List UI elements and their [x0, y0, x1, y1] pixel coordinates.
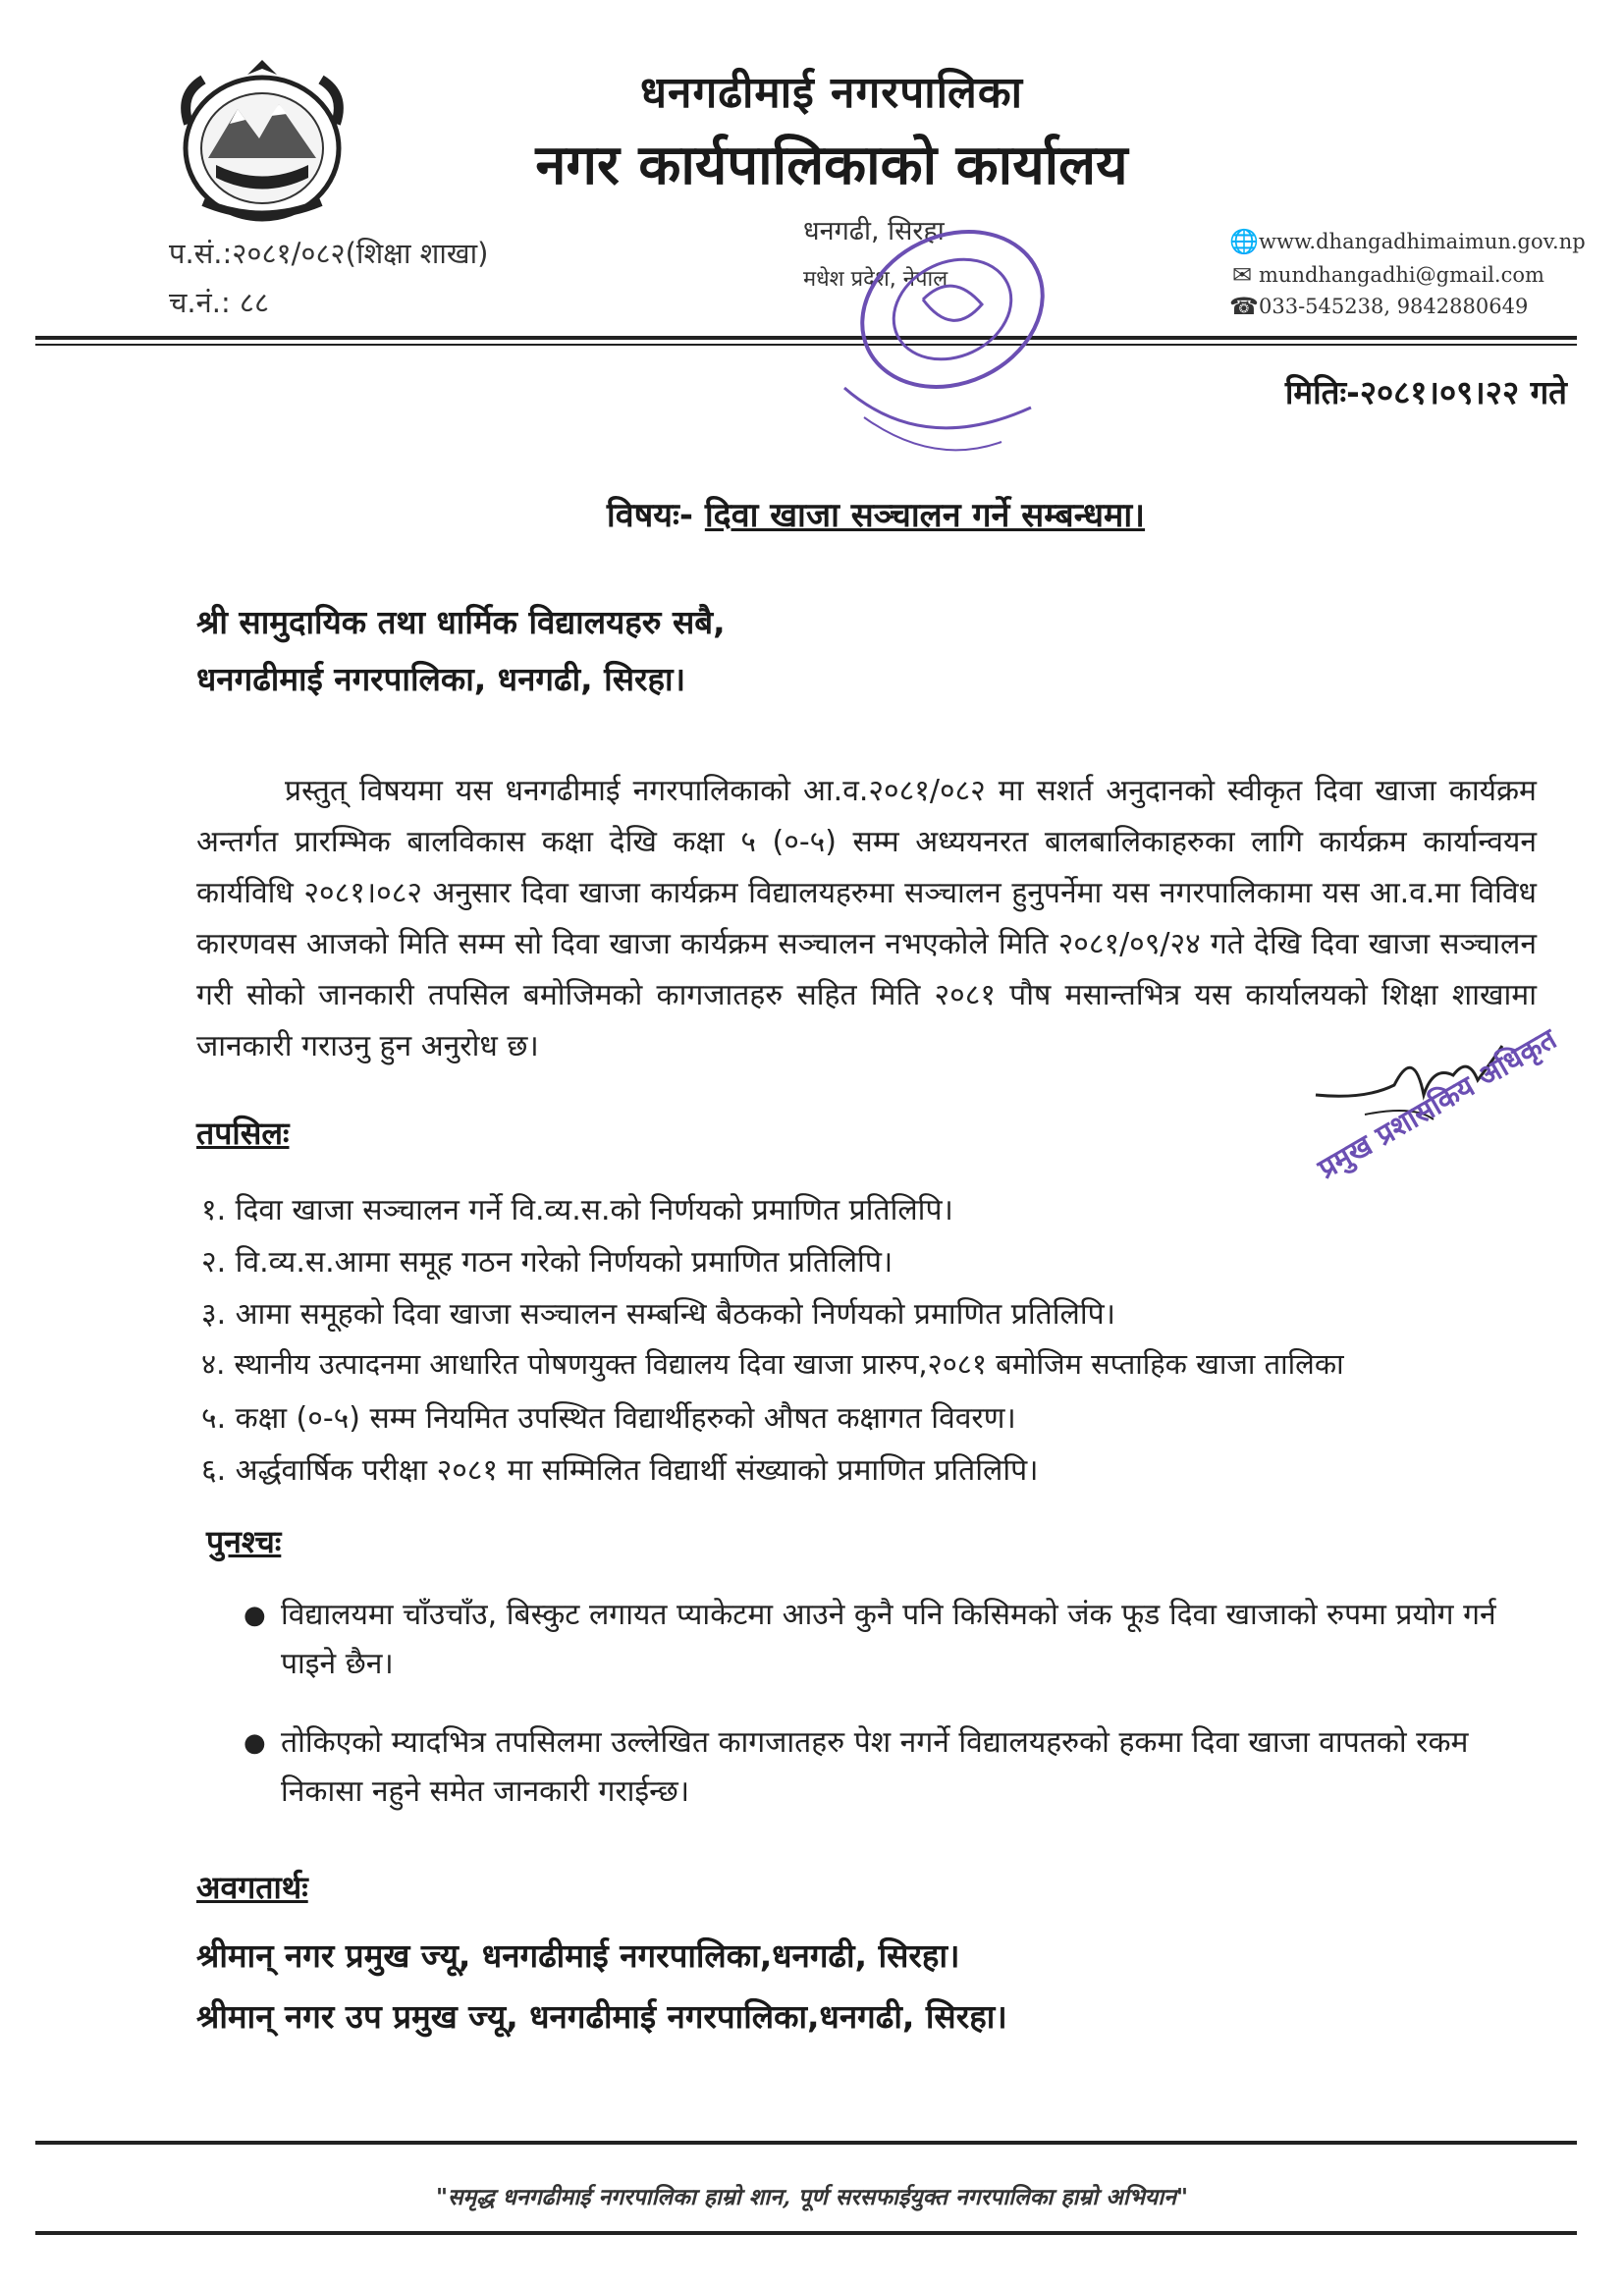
punascha-bullet [244, 1718, 1559, 1817]
addressee-line-2: धनगढीमाई नगरपालिका, धनगढी, सिरहा। [196, 660, 686, 698]
subject-line [0, 491, 1624, 536]
signatory-designation: प्रमुख प्रशासकिय अधिकृत [1312, 1021, 1562, 1186]
addressee-line-1: श्री सामुदायिक तथा धार्मिक विद्यालयहरु सबै, [196, 603, 726, 641]
email-text: mundhangadhi@gmail.com [1259, 263, 1544, 287]
bullet-dot-icon: ● [244, 1601, 266, 1630]
tapsil-item: ६. अर्द्धवार्षिक परीक्षा २०८१ मा सम्मिलित विद्यार्थी संख्याको प्रमाणित प्रतिलिपि। [201, 1453, 1039, 1488]
phone-text: 033-545238, 9842880649 [1259, 295, 1529, 318]
globe-icon: 🌐 [1229, 228, 1259, 255]
cc-line: श्रीमान् नगर प्रमुख ज्यू, धनगढीमाई नगरपालिका,धनगढी, सिरहा। [196, 1936, 960, 1975]
phone-icon: ☎ [1229, 293, 1259, 320]
email-icon: ✉ [1231, 261, 1253, 289]
bullet-text: तोकिएको म्यादभित्र तपसिलमा उल्लेखित कागजातहरु पेश नगर्ने विद्यालयहरुको हकमा दिवा खाजा वापतको रकम निकासा नहुने समेत जानकारी गराईन्छ। [281, 1725, 1469, 1809]
punascha-heading: पुनश्चः [206, 1523, 282, 1560]
footer-rule-bottom [35, 2231, 1577, 2235]
tapsil-heading: तपसिलः [196, 1115, 290, 1152]
phone-row [1229, 293, 1528, 320]
reference-number: प.सं.:२०८१/०८२(शिक्षा शाखा) [169, 237, 489, 270]
office-stamp-icon [805, 211, 1090, 466]
website-text: www.dhangadhimaimun.gov.np [1259, 230, 1586, 253]
bullet-dot-icon: ● [244, 1728, 266, 1758]
bullet-text: विद्यालयमा चाँउचाँउ, बिस्कुट लगायत प्याकेटमा आउने कुनै पनि किसिमको जंक फूड दिवा खाजाको रुपमा प्रयोग गर्न पाइने छैन। [281, 1598, 1496, 1681]
address-line-1: धनगढी, सिरहा [803, 216, 945, 246]
cc-line: श्रीमान् नगर उप प्रमुख ज्यू, धनगढीमाई नगरपालिका,धनगढी, सिरहा। [196, 1997, 1007, 2036]
footer-rule-top [35, 2141, 1577, 2145]
tapsil-item: २. वि.व्य.स.आमा समूह गठन गरेको निर्णयको प्रमाणित प्रतिलिपि। [201, 1245, 893, 1280]
subject-text: दिवा खाजा सञ्चालन गर्ने सम्बन्धमा। [704, 496, 1146, 535]
tapsil-item: ३. आमा समूहको दिवा खाजा सञ्चालन सम्बन्धि बैठकको निर्णयको प्रमाणित प्रतिलिपि। [201, 1297, 1116, 1332]
email-row [1229, 261, 1544, 289]
website-row [1229, 228, 1586, 255]
subject-label: विषयः- [606, 496, 693, 535]
org-name: धनगढीमाई नगरपालिका [639, 68, 1024, 118]
tapsil-item: ५. कक्षा (०-५) सम्म नियमित उपस्थित विद्यार्थीहरुको औषत कक्षागत विवरण। [201, 1401, 1016, 1436]
address-line-2: मधेश प्रदेश, नेपाल [803, 267, 948, 292]
tapsil-item: १. दिवा खाजा सञ्चालन गर्ने वि.व्य.स.को निर्णयको प्रमाणित प्रतिलिपि। [201, 1193, 953, 1227]
office-name: नगर कार्यपालिकाको कार्यालय [535, 134, 1128, 197]
cc-heading: अवगतार्थः [196, 1869, 308, 1906]
punascha-bullet [244, 1591, 1559, 1689]
footer-slogan: "समृद्ध धनगढीमाई नगरपालिका हाम्रो शान, पूर्ण सरसफाईयुक्त नगरपालिका हाम्रो अभियान" [436, 2184, 1188, 2210]
body-paragraph: प्रस्तुत् विषयमा यस धनगढीमाई नगरपालिकाको आ.व.२०८१/०८२ मा सशर्त अनुदानको स्वीकृत दिवा खाजा कार्यक्रम अन्तर्गत प्रारम्भिक बालविकास कक्षा देखि कक्षा ५ (०-५) सम्म अध्ययनरत बालबालिकाहरुका लागि कार्यक्रम कार्यान्वयन कार्यविधि २०८१।०८२ अनुसार दिवा खाजा कार्यक्रम विद्यालयहरुमा सञ्चालन हुनुपर्नेमा यस नगरपालिकामा यस आ.व.मा विविध कारणवस आजको मिति सम्म सो दिवा खाजा कार्यक्रम सञ्चालन नभएकोले मिति २०८१/०९/२४ गते देखि दिवा खाजा सञ्चालन गरी सोको जानकारी तपसिल बमोजिमको कागजातहरु सहित मिति २०८१ पौष मसान्तभित्र यस कार्यालयको शिक्षा शाखामा जानकारी गराउनु हुन अनुरोध छ। [196, 774, 1537, 1063]
tapsil-item: ४. स्थानीय उत्पादनमा आधारित पोषणयुक्त विद्यालय दिवा खाजा प्रारुप,२०८१ बमोजिम सप्ताहिक खाजा तालिका [201, 1347, 1344, 1381]
letter-date: मितिः-२०८१।०९।२२ गते [1284, 373, 1567, 411]
dispatch-number: च.नं.: ८८ [169, 286, 270, 319]
